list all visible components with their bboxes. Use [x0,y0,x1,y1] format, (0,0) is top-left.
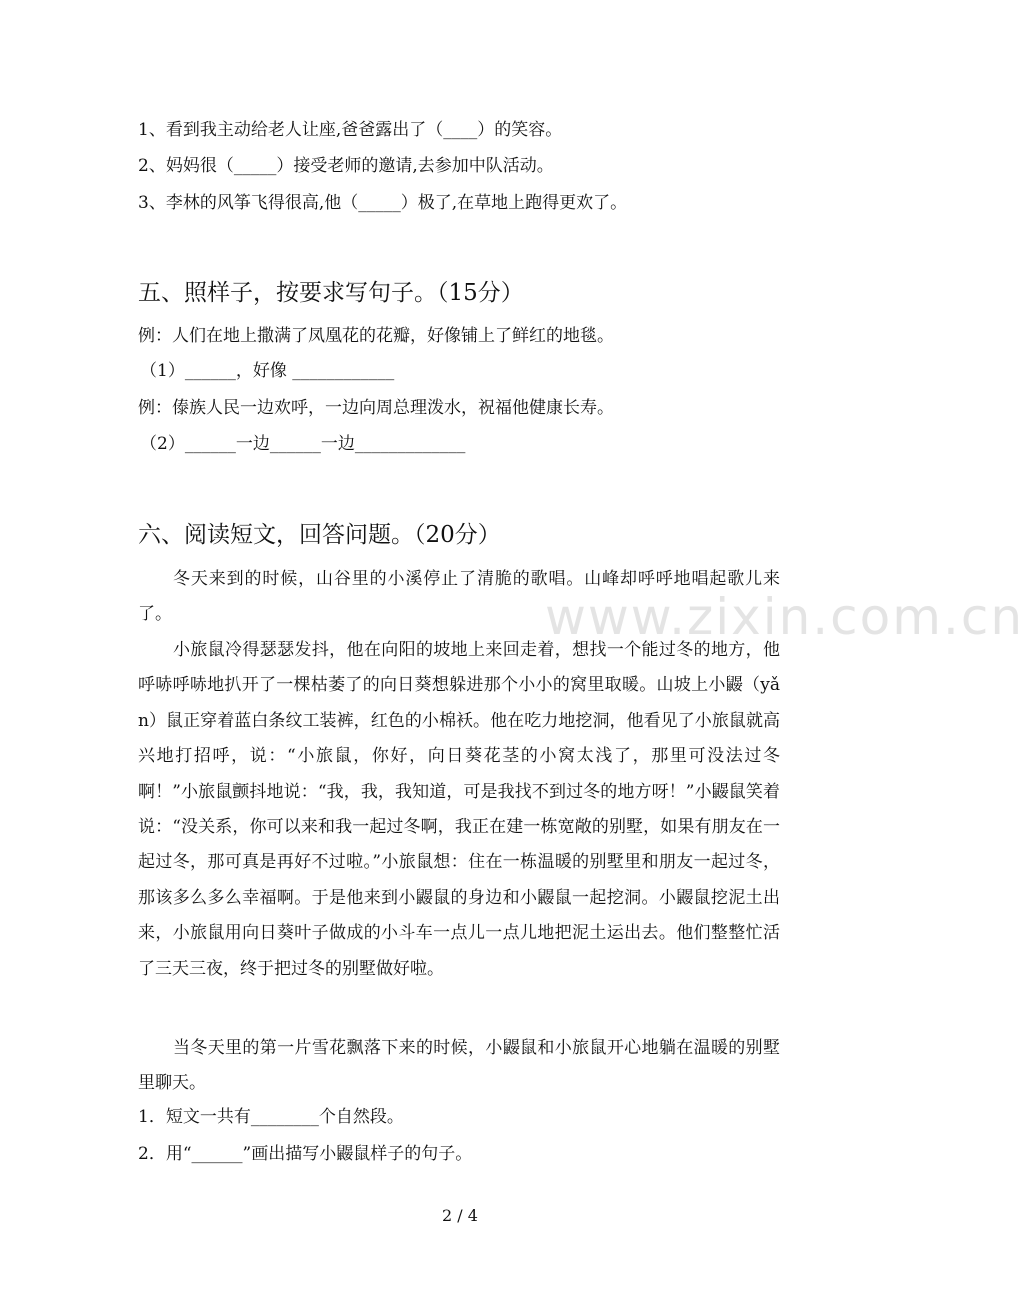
section-6-title: 六、阅读短文，回答问题。（20分） [138,522,501,548]
reading-paragraph-2: 小旅鼠冷得瑟瑟发抖，他在向阳的坡地上来回走着，想找一个能过冬的地方，他呼哧呼哧地扒开了一棵枯萎了的向日葵想躲进那个小小的窝里取暖。山坡上小鼹（yǎn）鼠正穿着蓝白条纹工装裤，红色的小棉袄。他在吃力地挖洞，他看见了小旅鼠就高兴地打招呼，说：“小旅鼠，你好，向日葵花茎的小窝太浅了，那里可没法过冬啊！”小旅鼠颤抖地说：“我，我，我知道，可是我找不到过冬的地方呀！”小鼹鼠笑着说：“没关系，你可以来和我一起过冬啊，我正在建一栋宽敞的别墅，如果有朋友在一起过冬，那可真是再好不过啦。”小旅鼠想：住在一栋温暖的别墅里和朋友一起过冬，那该多么多么幸福啊。于是他来到小鼹鼠的身边和小鼹鼠一起挖洞。小鼹鼠挖泥土出来，小旅鼠用向日葵叶子做成的小斗车一点儿一点儿地把泥土运出去。他们整整忙活了三天三夜，终于把过冬的别墅做好啦。 [138,640,780,979]
section-5-exercise-1: （1）______，好像 ____________ [140,361,395,381]
fill-blank-item-3: 3、李林的风筝飞得很高,他（_____）极了,在草地上跑得更欢了。 [138,193,628,213]
section-5-example-1: 例：人们在地上撒满了凤凰花的花瓣，好像铺上了鲜红的地毯。 [138,326,614,346]
question-1: 1．短文一共有________个自然段。 [138,1107,404,1127]
page-number: 2 / 4 [442,1206,478,1225]
reading-paragraph-3: 当冬天里的第一片雪花飘落下来的时候，小鼹鼠和小旅鼠开心地躺在温暖的别墅里聊天。 [138,1038,780,1094]
watermark: www.zixin.com.cn [545,588,1024,646]
section-5-example-2: 例：傣族人民一边欢呼，一边向周总理泼水，祝福他健康长寿。 [138,398,614,418]
reading-paragraph-1: 冬天来到的时候，山谷里的小溪停止了清脆的歌唱。山峰却呼呼地唱起歌儿来了。 [138,569,780,625]
fill-blank-item-1: 1、看到我主动给老人让座,爸爸露出了（____）的笑容。 [138,120,563,140]
fill-blank-item-2: 2、妈妈很（_____）接受老师的邀请,去参加中队活动。 [138,156,554,176]
section-5-title: 五、照样子，按要求写句子。（15分） [138,280,524,306]
question-2: 2．用“______”画出描写小鼹鼠样子的句子。 [138,1144,473,1164]
section-5-exercise-2: （2）______一边______一边_____________ [140,434,466,454]
